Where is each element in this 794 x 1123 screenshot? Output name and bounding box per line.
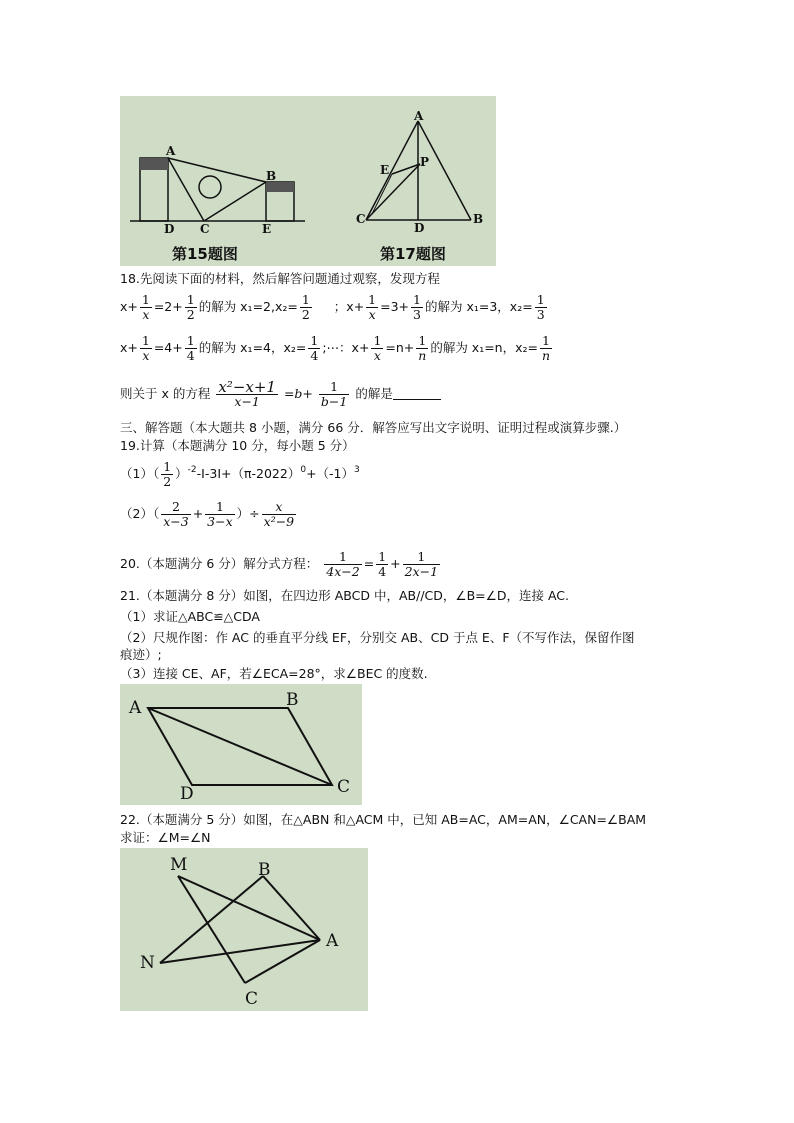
fig15-label-d: D xyxy=(164,222,175,236)
q18-line4: 则关于 x 的方程 $\frac{\text{x²−x+1}}{x-1}$ =b+ $\frac{1}{b-1}$ 的解是 xyxy=(120,380,441,409)
fig22-label-n: N xyxy=(140,953,155,973)
q18-line3: x+ $\frac{1}{x}$ =4+ $\frac{1}{4}$ 的解为 x₁=4，x₂= $\frac{1}{4}$ ;⋯：x+ $\frac{1}{x}$ =n+ $\frac{1}{n}$ 的解为 x₁=n，x₂= $\frac{1}{n}$ xyxy=(120,333,551,363)
fig15-label-e: E xyxy=(262,222,272,236)
fig17-label-p: P xyxy=(420,155,430,169)
q21-part2a: （2）尺规作图：作 AC 的垂直平分线 EF，分别交 AB、CD 于点 E、F（不写作法，保留作图 xyxy=(120,630,635,645)
q21-title: 21.（本题满分 8 分）如图，在四边形 ABCD 中，AB//CD，∠B=∠D，连接 AC. xyxy=(120,588,569,603)
q21-part3: （3）连接 CE、AF，若∠ECA=28°，求∠BEC 的度数. xyxy=(120,666,428,681)
figure-15-17 xyxy=(120,96,496,266)
q18-intro: 18.先阅读下面的材料，然后解答问题通过观察，发现方程 xyxy=(120,271,440,286)
figure-21 xyxy=(120,684,362,805)
fig17-label-a: A xyxy=(414,109,424,123)
fig17-label-b: B xyxy=(473,212,484,226)
q21-part2b: 痕迹）; xyxy=(120,647,162,662)
fig22-label-m: M xyxy=(170,855,188,875)
figure-22 xyxy=(120,848,368,1011)
q19-part2: （2）（ $\frac{2}{x-3}$ + $\frac{1}{3-x}$ ）÷ $\frac{x}{\text{x²−9}}$ xyxy=(120,499,295,529)
q22-prove: 求证：∠M=∠N xyxy=(120,830,211,845)
section3-heading: 三、解答题（本大题共 8 小题，满分 66 分．解答应写出文字说明、证明过程或演算步骤.） xyxy=(120,420,627,435)
fig17-caption: 第17题图 xyxy=(380,245,446,263)
fig15-label-c: C xyxy=(200,222,210,236)
fig15-label-a: A xyxy=(166,144,176,158)
fig21-label-b: B xyxy=(286,690,299,710)
q18-line2: x+ $\frac{1}{x}$ =2+ $\frac{1}{2}$ 的解为 x₁=2,x₂= $\frac{1}{2}$ ；x+ $\frac{1}{x}$ =3+ $\frac{1}{3}$ 的解为 x₁=3，x₂= $\frac{1}{3}$ xyxy=(120,292,545,322)
fig22-label-a: A xyxy=(326,931,339,951)
q21-part1: （1）求证△ABC≌△CDA xyxy=(120,609,260,624)
fig17-label-c: C xyxy=(356,212,366,226)
q18-answer-blank[interactable] xyxy=(393,387,441,400)
fig15-caption: 第15题图 xyxy=(172,245,238,263)
q19-title: 19.计算（本题满分 10 分，每小题 5 分） xyxy=(120,438,355,453)
fig21-label-a: A xyxy=(129,698,142,718)
q20-line: 20.（本题满分 6 分）解分式方程： $\frac{1}{4x-2}$ = $\frac{1}{4}$ + $\frac{1}{2x-1}$ xyxy=(120,549,439,579)
q22-title: 22.（本题满分 5 分）如图，在△ABN 和△ACM 中，已知 AB=AC，AM=AN，∠CAN=∠BAM xyxy=(120,812,647,827)
fig22-label-b: B xyxy=(258,860,271,880)
fig17-label-e: E xyxy=(380,163,390,177)
fig21-label-c: C xyxy=(337,777,351,797)
fig21-label-d: D xyxy=(180,784,194,804)
fig15-label-b: B xyxy=(266,169,277,183)
q19-part1: （1）（ $\frac{1}{2}$ ）$^{-2}-I-3I+(\pi-2022)^0+(-1)^3$ xyxy=(120,459,360,489)
fig22-label-c: C xyxy=(245,989,259,1009)
fig17-label-d: D xyxy=(414,221,425,235)
